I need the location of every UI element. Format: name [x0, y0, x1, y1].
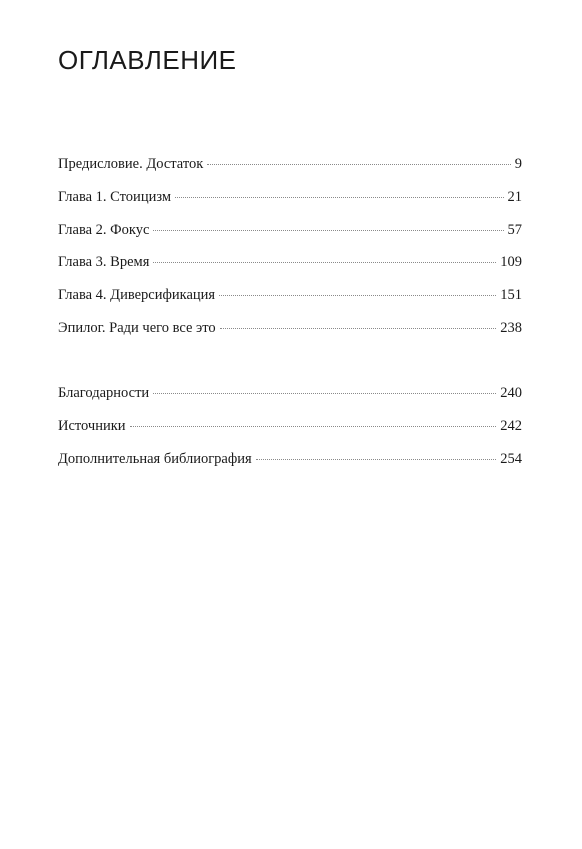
toc-entry-title: Глава 4. Диверсификация: [58, 287, 216, 304]
toc-entry-title: Благодарности: [58, 385, 150, 401]
dot-leader: [130, 425, 497, 427]
toc-back-matter-list: [58, 383, 522, 481]
dot-leader: [220, 327, 497, 329]
toc-entry-page: 242: [500, 417, 522, 434]
toc-entry-chapter-3: [58, 252, 522, 285]
toc-entry-preface: [58, 154, 522, 187]
toc-entry-page: 109: [500, 254, 522, 271]
toc-entry-sources: [58, 416, 522, 449]
toc-entry-page: 240: [500, 385, 522, 401]
toc-entry-chapter-4: [58, 285, 522, 318]
toc-entry-page: 151: [500, 287, 522, 304]
dot-leader: [207, 163, 510, 165]
toc-entry-page: 9: [514, 156, 522, 172]
toc-entry-title: Глава 1. Стоицизм: [58, 188, 172, 205]
toc-entry-chapter-1: [58, 187, 522, 220]
toc-main-list: [58, 154, 522, 351]
toc-entry-further-reading: [58, 449, 522, 482]
toc-entry-title: Предисловие. Достаток: [58, 156, 204, 172]
dot-leader: [256, 458, 497, 460]
toc-entry-title: Дополнительная библиография: [58, 450, 252, 467]
toc-entry-acknowledgements: [58, 383, 522, 416]
toc-entry-title: Эпилог. Ради чего все это: [58, 319, 216, 336]
dot-leader: [153, 229, 503, 231]
dot-leader: [153, 392, 496, 394]
toc-entry-chapter-2: [58, 220, 522, 253]
toc-entry-epilogue: [58, 318, 522, 351]
dot-leader: [219, 294, 496, 296]
dot-leader: [175, 196, 503, 198]
dot-leader: [153, 261, 496, 263]
toc-entry-page: 254: [500, 450, 522, 467]
toc-entry-page: 21: [507, 188, 522, 205]
toc-entry-page: 238: [500, 319, 522, 336]
toc-entry-page: 57: [507, 221, 522, 238]
toc-entry-title: Источники: [58, 417, 126, 434]
page-title: ОГЛАВЛЕНИЕ: [58, 45, 237, 75]
toc-entry-title: Глава 3. Время: [58, 254, 150, 271]
toc-entry-title: Глава 2. Фокус: [58, 221, 150, 238]
